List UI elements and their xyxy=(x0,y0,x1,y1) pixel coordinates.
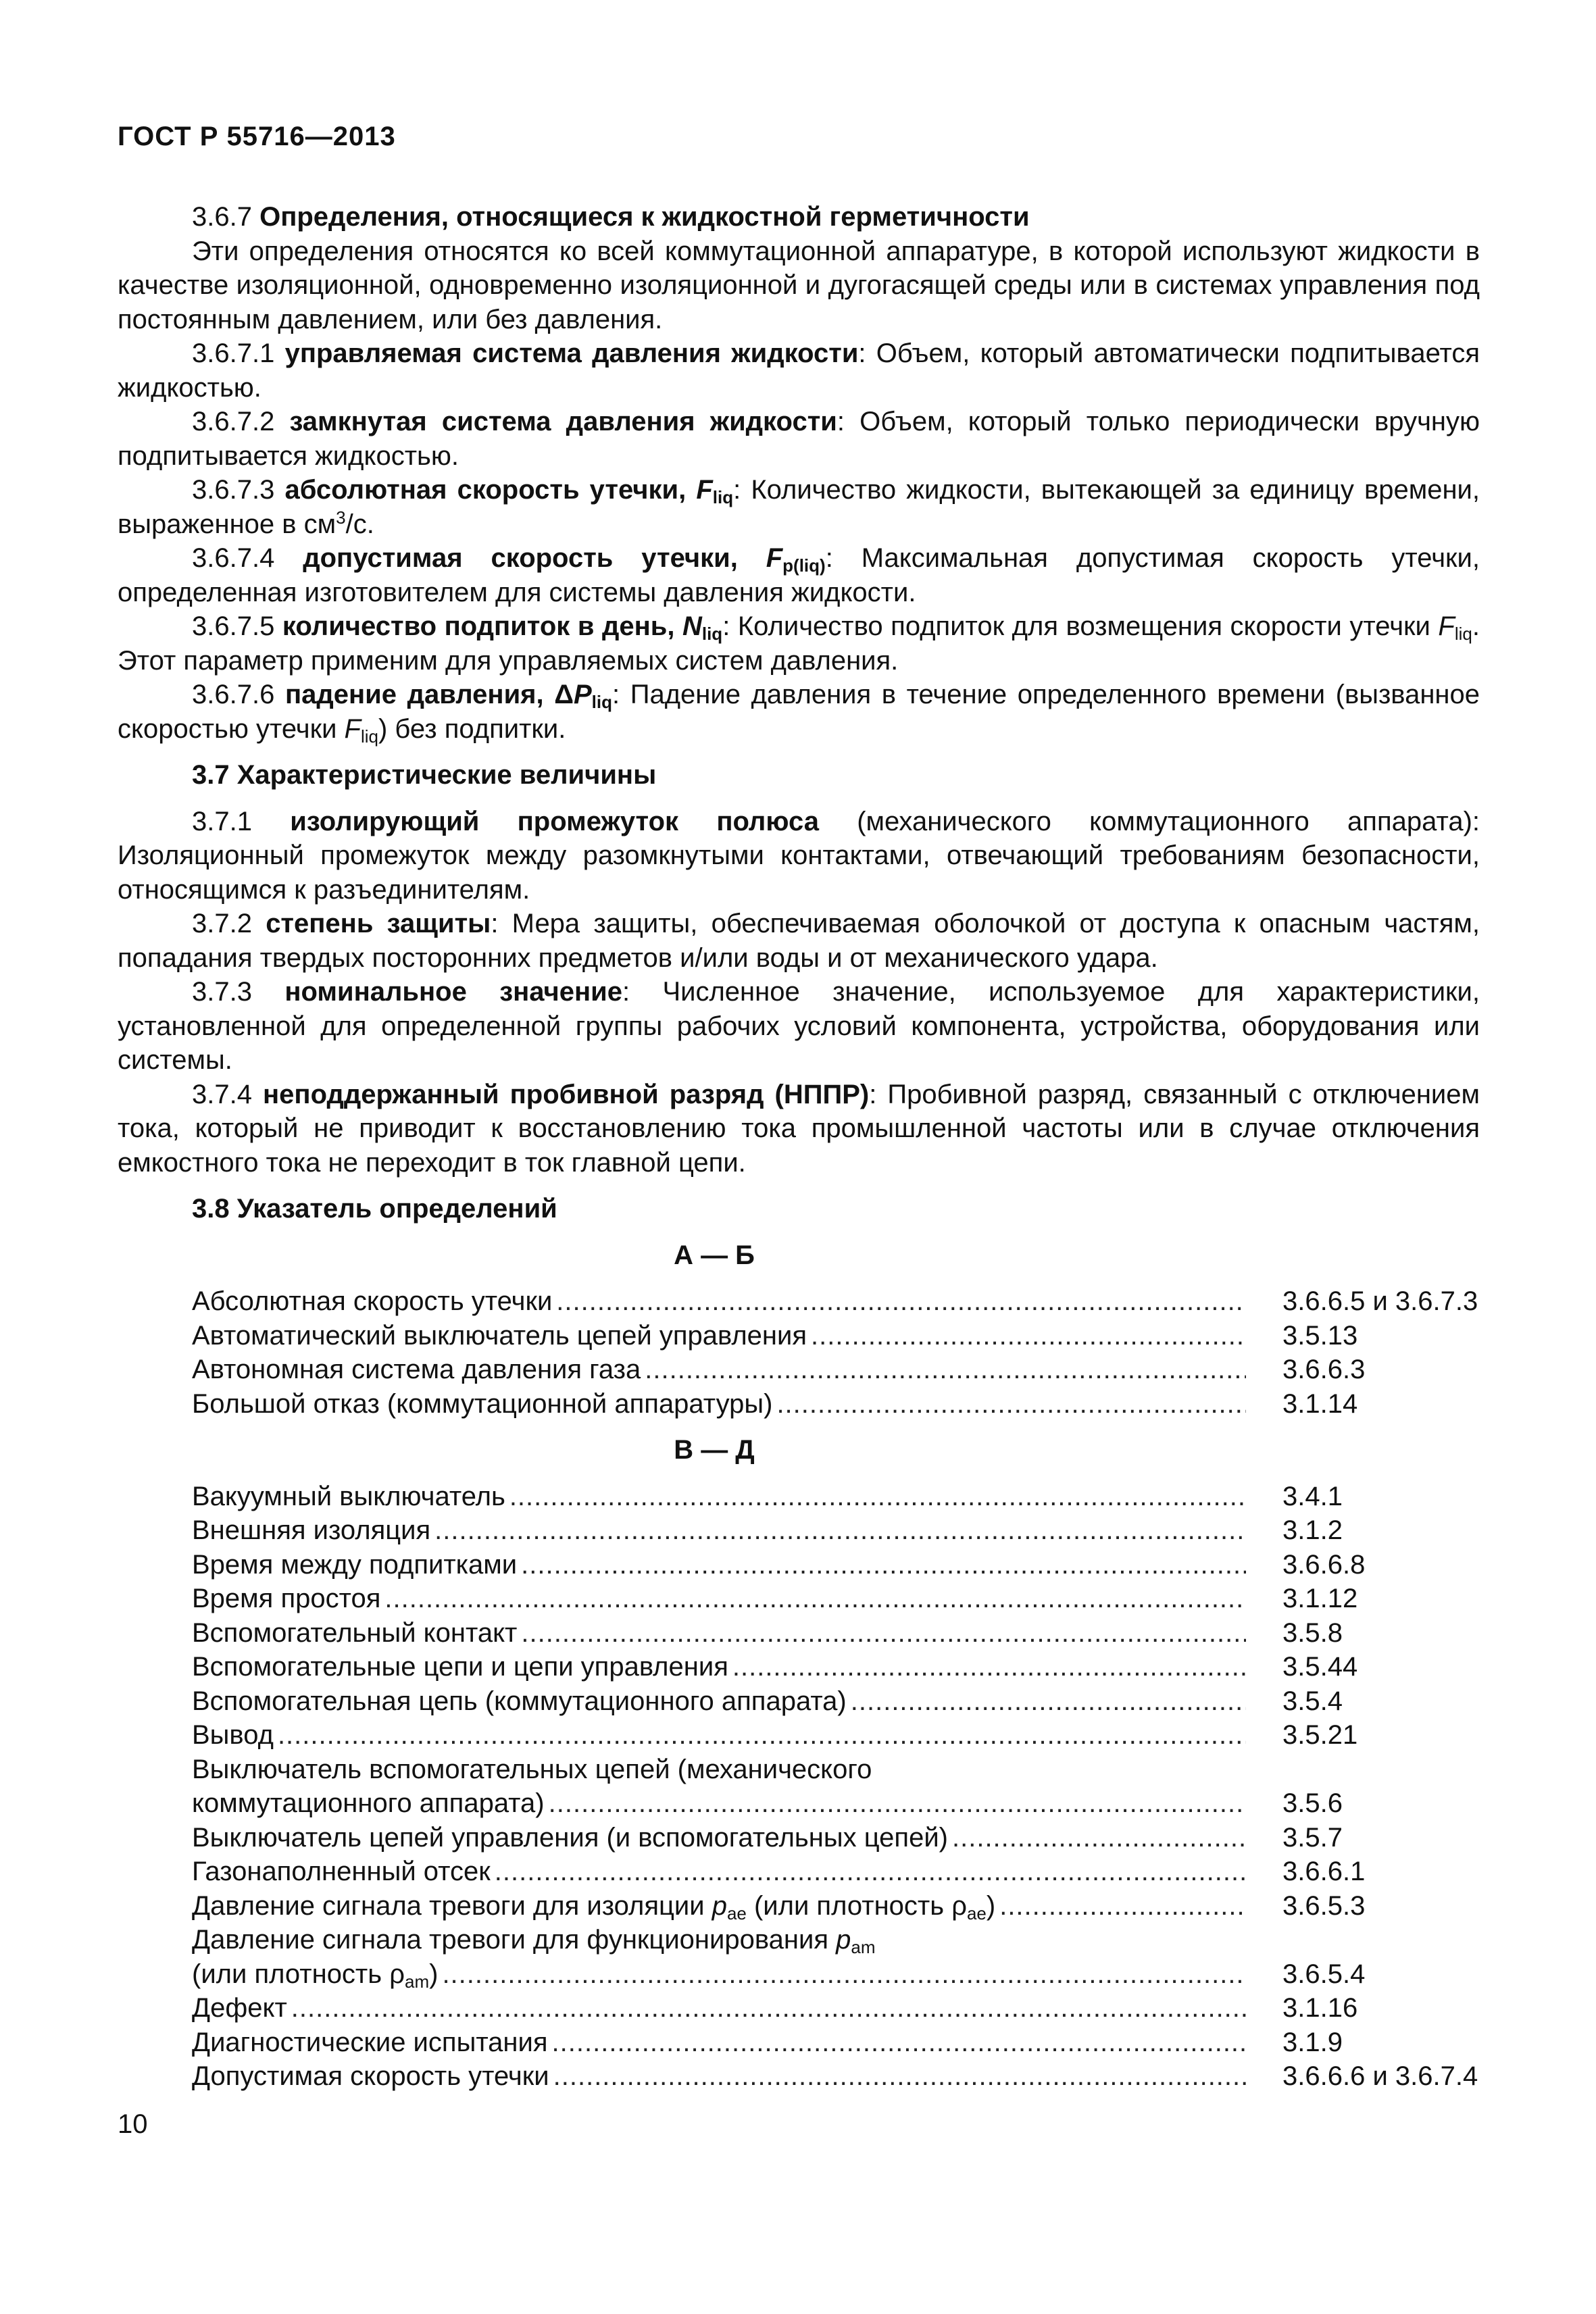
index-ref: 3.5.6 xyxy=(1282,1788,1343,1818)
index-entry: Вспомогательные цепи и цепи управления ..... 3.5.44 xyxy=(192,1650,1480,1684)
index-ref: 3.4.1 xyxy=(1282,1481,1343,1511)
section-3-7-heading: 3.7 Характеристические величины xyxy=(192,760,657,790)
index-ref: 3.1.16 xyxy=(1282,1993,1358,2023)
index-entry: Вакуумный выключатель ..... 3.4.1 xyxy=(192,1480,1480,1514)
index-entry: Время простоя ..... 3.1.12 xyxy=(192,1582,1480,1616)
term: абсолютная скорость утечки, $F_{liq}$ xyxy=(284,475,734,507)
term: замкнутая система давления жидкости xyxy=(289,407,837,436)
index-entry: Большой отказ (коммутационной аппаратуры) ..... 3.1.14 xyxy=(192,1387,1480,1422)
section-3-8-heading: 3.8 Указатель определений xyxy=(192,1194,557,1224)
index-ref: 3.1.14 xyxy=(1282,1388,1358,1419)
section-number: 3.6.7 xyxy=(192,202,260,232)
index-entry: Вспомогательный контакт ..... 3.5.8 xyxy=(192,1616,1480,1651)
term: номинальное значение xyxy=(284,977,622,1007)
definition-3-6-7-2: 3.6.7.2 замкнутая система давления жидкости: Объем, который только периодически вручную подпитывается жидкостью. xyxy=(118,407,1480,471)
definitions-index-group-2 xyxy=(192,1480,1480,2094)
index-entry: Внешняя изоляция ..... 3.1.2 xyxy=(192,1513,1480,1548)
index-entry: Допустимая скорость утечки ..... 3.6.6.6 и 3.6.7.4 xyxy=(192,2059,1480,2094)
definition-3-6-7-5: 3.6.7.5 количество подпиток в день, $N_{liq}$: Количество подпиток для возмещения скорости утечки $F_{liq}$. Этот параметр применим для управляемых систем давления. xyxy=(118,611,1480,676)
index-ref: 3.5.7 xyxy=(1282,1822,1343,1853)
index-entry-line1: Выключатель вспомогательных цепей (механического xyxy=(192,1754,872,1784)
index-ref: 3.6.5.4 xyxy=(1282,1959,1366,1989)
index-entry: (или плотность $\rho_{am}$) ..... 3.6.5.4 xyxy=(192,1957,1480,1992)
page-number: 10 xyxy=(118,2109,148,2139)
definition-3-7-3: 3.7.3 номинальное значение: Численное значение, используемое для характеристики, установленной для определенной группы рабочих условий компонента, устройства, оборудования или системы. xyxy=(118,977,1480,1075)
term: неподдержанный пробивной разряд (НППР) xyxy=(263,1079,870,1109)
term: падение давления, $\Delta P_{liq}$ xyxy=(284,680,612,712)
definition-3-6-7-1: 3.6.7.1 управляемая система давления жидкости: Объем, который автоматически подпитывается жидкостью. xyxy=(118,338,1480,403)
index-entry: Газонаполненный отсек ..... 3.6.6.1 xyxy=(192,1855,1480,1889)
index-group-heading: А — Б xyxy=(674,1240,755,1270)
index-ref: 3.6.6.6 и 3.6.7.4 xyxy=(1282,2061,1478,2091)
definition-3-6-7-3: 3.6.7.3 абсолютная скорость утечки, $F_{liq}$: Количество жидкости, вытекающей за единицу времени, выраженное в $см^3/с$. xyxy=(118,475,1480,539)
definition-3-7-1: 3.7.1 изолирующий промежуток полюса (механического коммутационного аппарата): Изоляционный промежуток между разомкнутыми контактами, отвечающий требованиям безопасности, относящимся к разъединителям. xyxy=(118,806,1480,905)
term: изолирующий промежуток полюса xyxy=(290,806,819,836)
definition-3-6-7-6: 3.6.7.6 падение давления, $\Delta P_{liq}$: Падение давления в течение определенного времени (вызванное скоростью утечки $F_{liq}$) без подпитки. xyxy=(118,680,1480,747)
index-ref: 3.1.9 xyxy=(1282,2027,1343,2057)
index-entry-line1: Давление сигнала тревоги для функционирования $p_{am}$ xyxy=(192,1925,876,1957)
index-ref: 3.1.12 xyxy=(1282,1584,1358,1613)
index-ref: 3.6.6.8 xyxy=(1282,1549,1366,1580)
index-ref: 3.5.44 xyxy=(1282,1652,1358,1682)
term: допустимая скорость утечки, $F_{p(liq)}$ xyxy=(303,543,826,576)
index-group-heading: В — Д xyxy=(674,1435,755,1465)
definition-3-7-2: 3.7.2 степень защиты: Мера защиты, обеспечиваемая оболочкой от доступа к опасным частям, попадания твердых посторонних предметов и/или воды и от механического удара. xyxy=(118,909,1480,973)
index-ref: 3.5.21 xyxy=(1282,1720,1358,1750)
section-3-6-7-heading xyxy=(118,200,1480,234)
index-ref: 3.6.6.1 xyxy=(1282,1857,1366,1886)
term: степень защиты xyxy=(266,909,491,938)
index-entry: Выключатель цепей управления (и вспомогательных цепей) ..... 3.5.7 xyxy=(192,1821,1480,1855)
index-entry: Дефект ..... 3.1.16 xyxy=(192,1991,1480,2026)
index-ref: 3.6.5.3 xyxy=(1282,1890,1366,1921)
index-entry: Вывод ..... 3.5.21 xyxy=(192,1718,1480,1753)
index-entry: Автоматический выключатель цепей управления ..... 3.5.13 xyxy=(192,1319,1480,1353)
index-entry: Абсолютная скорость утечки ..... 3.6.6.5 и 3.6.7.3 xyxy=(192,1284,1480,1319)
index-ref: 3.5.4 xyxy=(1282,1686,1343,1716)
index-ref: 3.6.6.5 и 3.6.7.3 xyxy=(1282,1286,1478,1316)
index-entry: Диагностические испытания ..... 3.1.9 xyxy=(192,2026,1480,2060)
index-ref: 3.1.2 xyxy=(1282,1515,1343,1545)
index-ref: 3.6.6.3 xyxy=(1282,1355,1366,1384)
section-title: Определения, относящиеся к жидкостной герметичности xyxy=(259,202,1030,232)
definitions-index-group-1 xyxy=(192,1284,1480,1421)
index-entry: коммутационного аппарата) ..... 3.5.6 xyxy=(192,1786,1480,1821)
term: количество подпиток в день, $N_{liq}$ xyxy=(282,611,723,644)
index-entry: Вспомогательная цепь (коммутационного аппарата) ..... 3.5.4 xyxy=(192,1684,1480,1719)
definition-3-7-4: 3.7.4 неподдержанный пробивной разряд (НППР): Пробивной разряд, связанный с отключением тока, который не приводит к восстановлению тока промышленной частоты или в случае отключения емкостного тока не переходит в ток главной цепи. xyxy=(118,1079,1480,1178)
index-ref: 3.5.8 xyxy=(1282,1617,1343,1648)
document-header: ГОСТ Р 55716—2013 xyxy=(118,122,396,151)
term: управляемая система давления жидкости xyxy=(284,338,859,368)
index-entry: Давление сигнала тревоги для изоляции $p_{ae}$ (или плотность $\rho_{ae}$) ..... 3.6.5.3 xyxy=(192,1889,1480,1923)
section-3-6-7-intro: Эти определения относятся ко всей коммутационной аппаратуре, в которой используют жидкости в качестве изоляционной, одновременно изоляционной и дугогасящей среды или в системах управления под постоянным давлением, или без давления. xyxy=(118,236,1480,334)
document-body xyxy=(118,200,1480,2094)
index-ref: 3.5.13 xyxy=(1282,1320,1358,1351)
index-entry: Автономная система давления газа ..... 3.6.6.3 xyxy=(192,1353,1480,1387)
definition-3-6-7-4: 3.6.7.4 допустимая скорость утечки, $F_{p(liq)}$: Максимальная допустимая скорость утечки, определенная изготовителем для системы давления жидкости. xyxy=(118,543,1480,607)
index-entry: Время между подпитками ..... 3.6.6.8 xyxy=(192,1548,1480,1582)
